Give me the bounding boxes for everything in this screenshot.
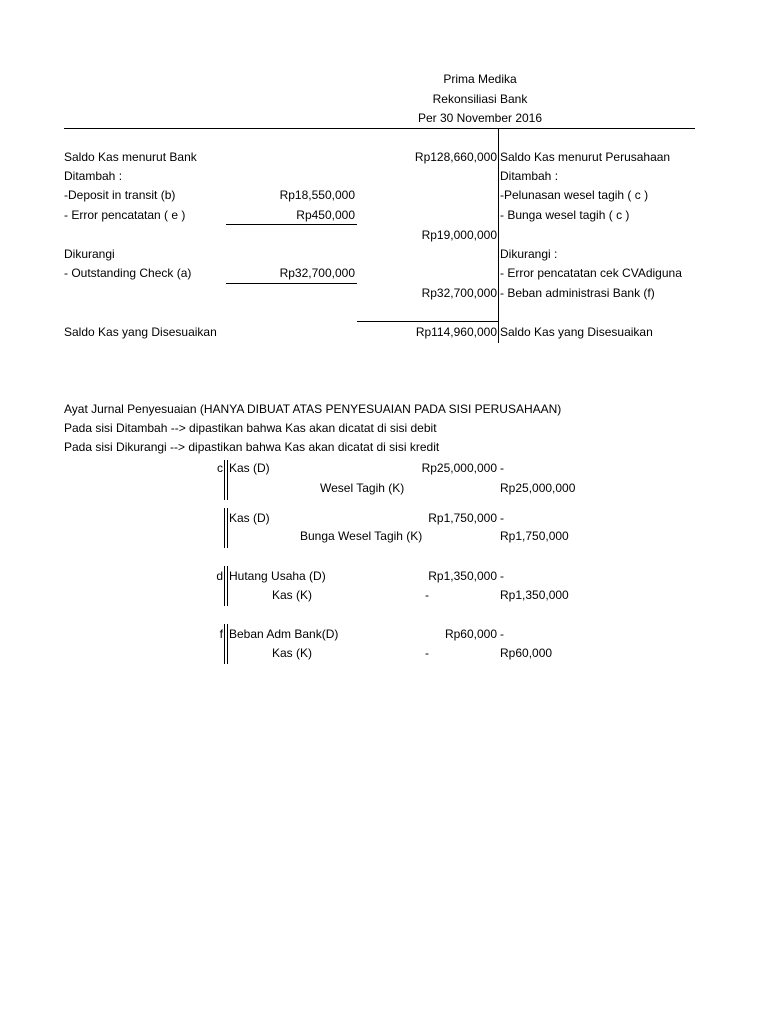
entry-bracket	[227, 624, 228, 664]
journal-note: Pada sisi Ditambah --> dipastikan bahwa Kas akan dicatat di sisi debit	[64, 421, 437, 435]
entry-bracket	[224, 460, 225, 500]
entry-ref: f	[219, 627, 223, 641]
bank-add-label: Ditambah :	[64, 169, 123, 183]
journal-note: Pada sisi Dikurangi --> dipastikan bahwa Kas akan dicatat di sisi kredit	[64, 440, 440, 454]
entry-bracket	[224, 624, 225, 664]
company-name: Prima Medika	[443, 72, 517, 86]
entry-credit-amount: Rp25,000,000	[500, 481, 576, 495]
bank-adjusted-label: Saldo Kas yang Disesuaikan	[64, 325, 217, 339]
entry-bracket	[224, 508, 225, 548]
entry-credit-debit: -	[425, 588, 429, 602]
bank-adjusted-total: Rp114,960,000	[415, 325, 497, 339]
entry-debit-account: Kas (D)	[229, 461, 270, 475]
entry-bracket	[227, 460, 228, 500]
company-add-item: -Pelunasan wesel tagih ( c )	[500, 188, 649, 202]
subtotal-rule	[226, 224, 357, 225]
entry-ref: d	[216, 569, 223, 583]
bank-less-item-label: - Outstanding Check (a)	[64, 266, 192, 280]
entry-bracket	[224, 566, 225, 606]
entry-credit-amount: Rp60,000	[500, 646, 553, 660]
company-add-label: Ditambah :	[500, 169, 559, 183]
entry-debit-account: Hutang Usaha (D)	[229, 569, 326, 583]
entry-credit-account: Kas (K)	[272, 588, 313, 602]
bank-add-item-amount: Rp18,550,000	[279, 188, 355, 202]
company-balance-label: Saldo Kas menurut Perusahaan	[500, 150, 671, 164]
bank-less-item-amount: Rp32,700,000	[279, 266, 355, 280]
bank-balance-amount: Rp128,660,000	[414, 150, 497, 164]
entry-credit-account: Wesel Tagih (K)	[320, 481, 405, 495]
entry-debit-account: Beban Adm Bank(D)	[229, 627, 339, 641]
company-less-label: Dikurangi :	[500, 247, 558, 261]
entry-ref: c	[217, 461, 223, 475]
company-add-item: - Bunga wesel tagih ( c )	[500, 208, 630, 222]
entry-debit-account: Kas (D)	[229, 511, 270, 525]
subtotal-rule	[226, 283, 357, 284]
total-rule	[357, 321, 498, 322]
header-rule	[64, 128, 695, 129]
bank-add-item-label: -Deposit in transit (b)	[64, 188, 176, 202]
entry-debit-credit: -	[500, 627, 504, 641]
entry-debit-amount: Rp60,000	[444, 627, 497, 641]
report-date: Per 30 November 2016	[417, 111, 543, 125]
report-title: Rekonsiliasi Bank	[432, 92, 528, 106]
entry-credit-debit: -	[425, 646, 429, 660]
bank-add-total: Rp19,000,000	[421, 228, 497, 242]
entry-debit-credit: -	[500, 461, 504, 475]
journal-title: Ayat Jurnal Penyesuaian (HANYA DIBUAT ATAS PENYESUAIAN PADA SISI PERUSAHAAN)	[64, 402, 562, 416]
company-less-item: - Error pencatatan cek CVAdiguna	[500, 266, 682, 280]
entry-debit-credit: -	[500, 569, 504, 583]
entry-credit-account: Kas (K)	[272, 646, 313, 660]
entry-credit-amount: Rp1,350,000	[500, 588, 569, 602]
entry-debit-amount: Rp1,750,000	[428, 511, 497, 525]
bank-balance-label: Saldo Kas menurut Bank	[64, 150, 197, 164]
bank-add-item-label: - Error pencatatan ( e )	[64, 208, 186, 222]
entry-bracket	[227, 508, 228, 548]
company-less-item: - Beban administrasi Bank (f)	[500, 286, 655, 300]
company-adjusted-label: Saldo Kas yang Disesuaikan	[500, 325, 653, 339]
entry-credit-account: Bunga Wesel Tagih (K)	[300, 529, 423, 543]
entry-credit-amount: Rp1,750,000	[500, 529, 569, 543]
column-divider	[498, 128, 499, 343]
bank-add-item-amount: Rp450,000	[296, 208, 355, 222]
entry-debit-amount: Rp25,000,000	[421, 461, 497, 475]
bank-less-label: Dikurangi	[64, 247, 115, 261]
bank-less-total: Rp32,700,000	[421, 286, 497, 300]
entry-debit-credit: -	[500, 511, 504, 525]
entry-debit-amount: Rp1,350,000	[428, 569, 497, 583]
entry-bracket	[227, 566, 228, 606]
